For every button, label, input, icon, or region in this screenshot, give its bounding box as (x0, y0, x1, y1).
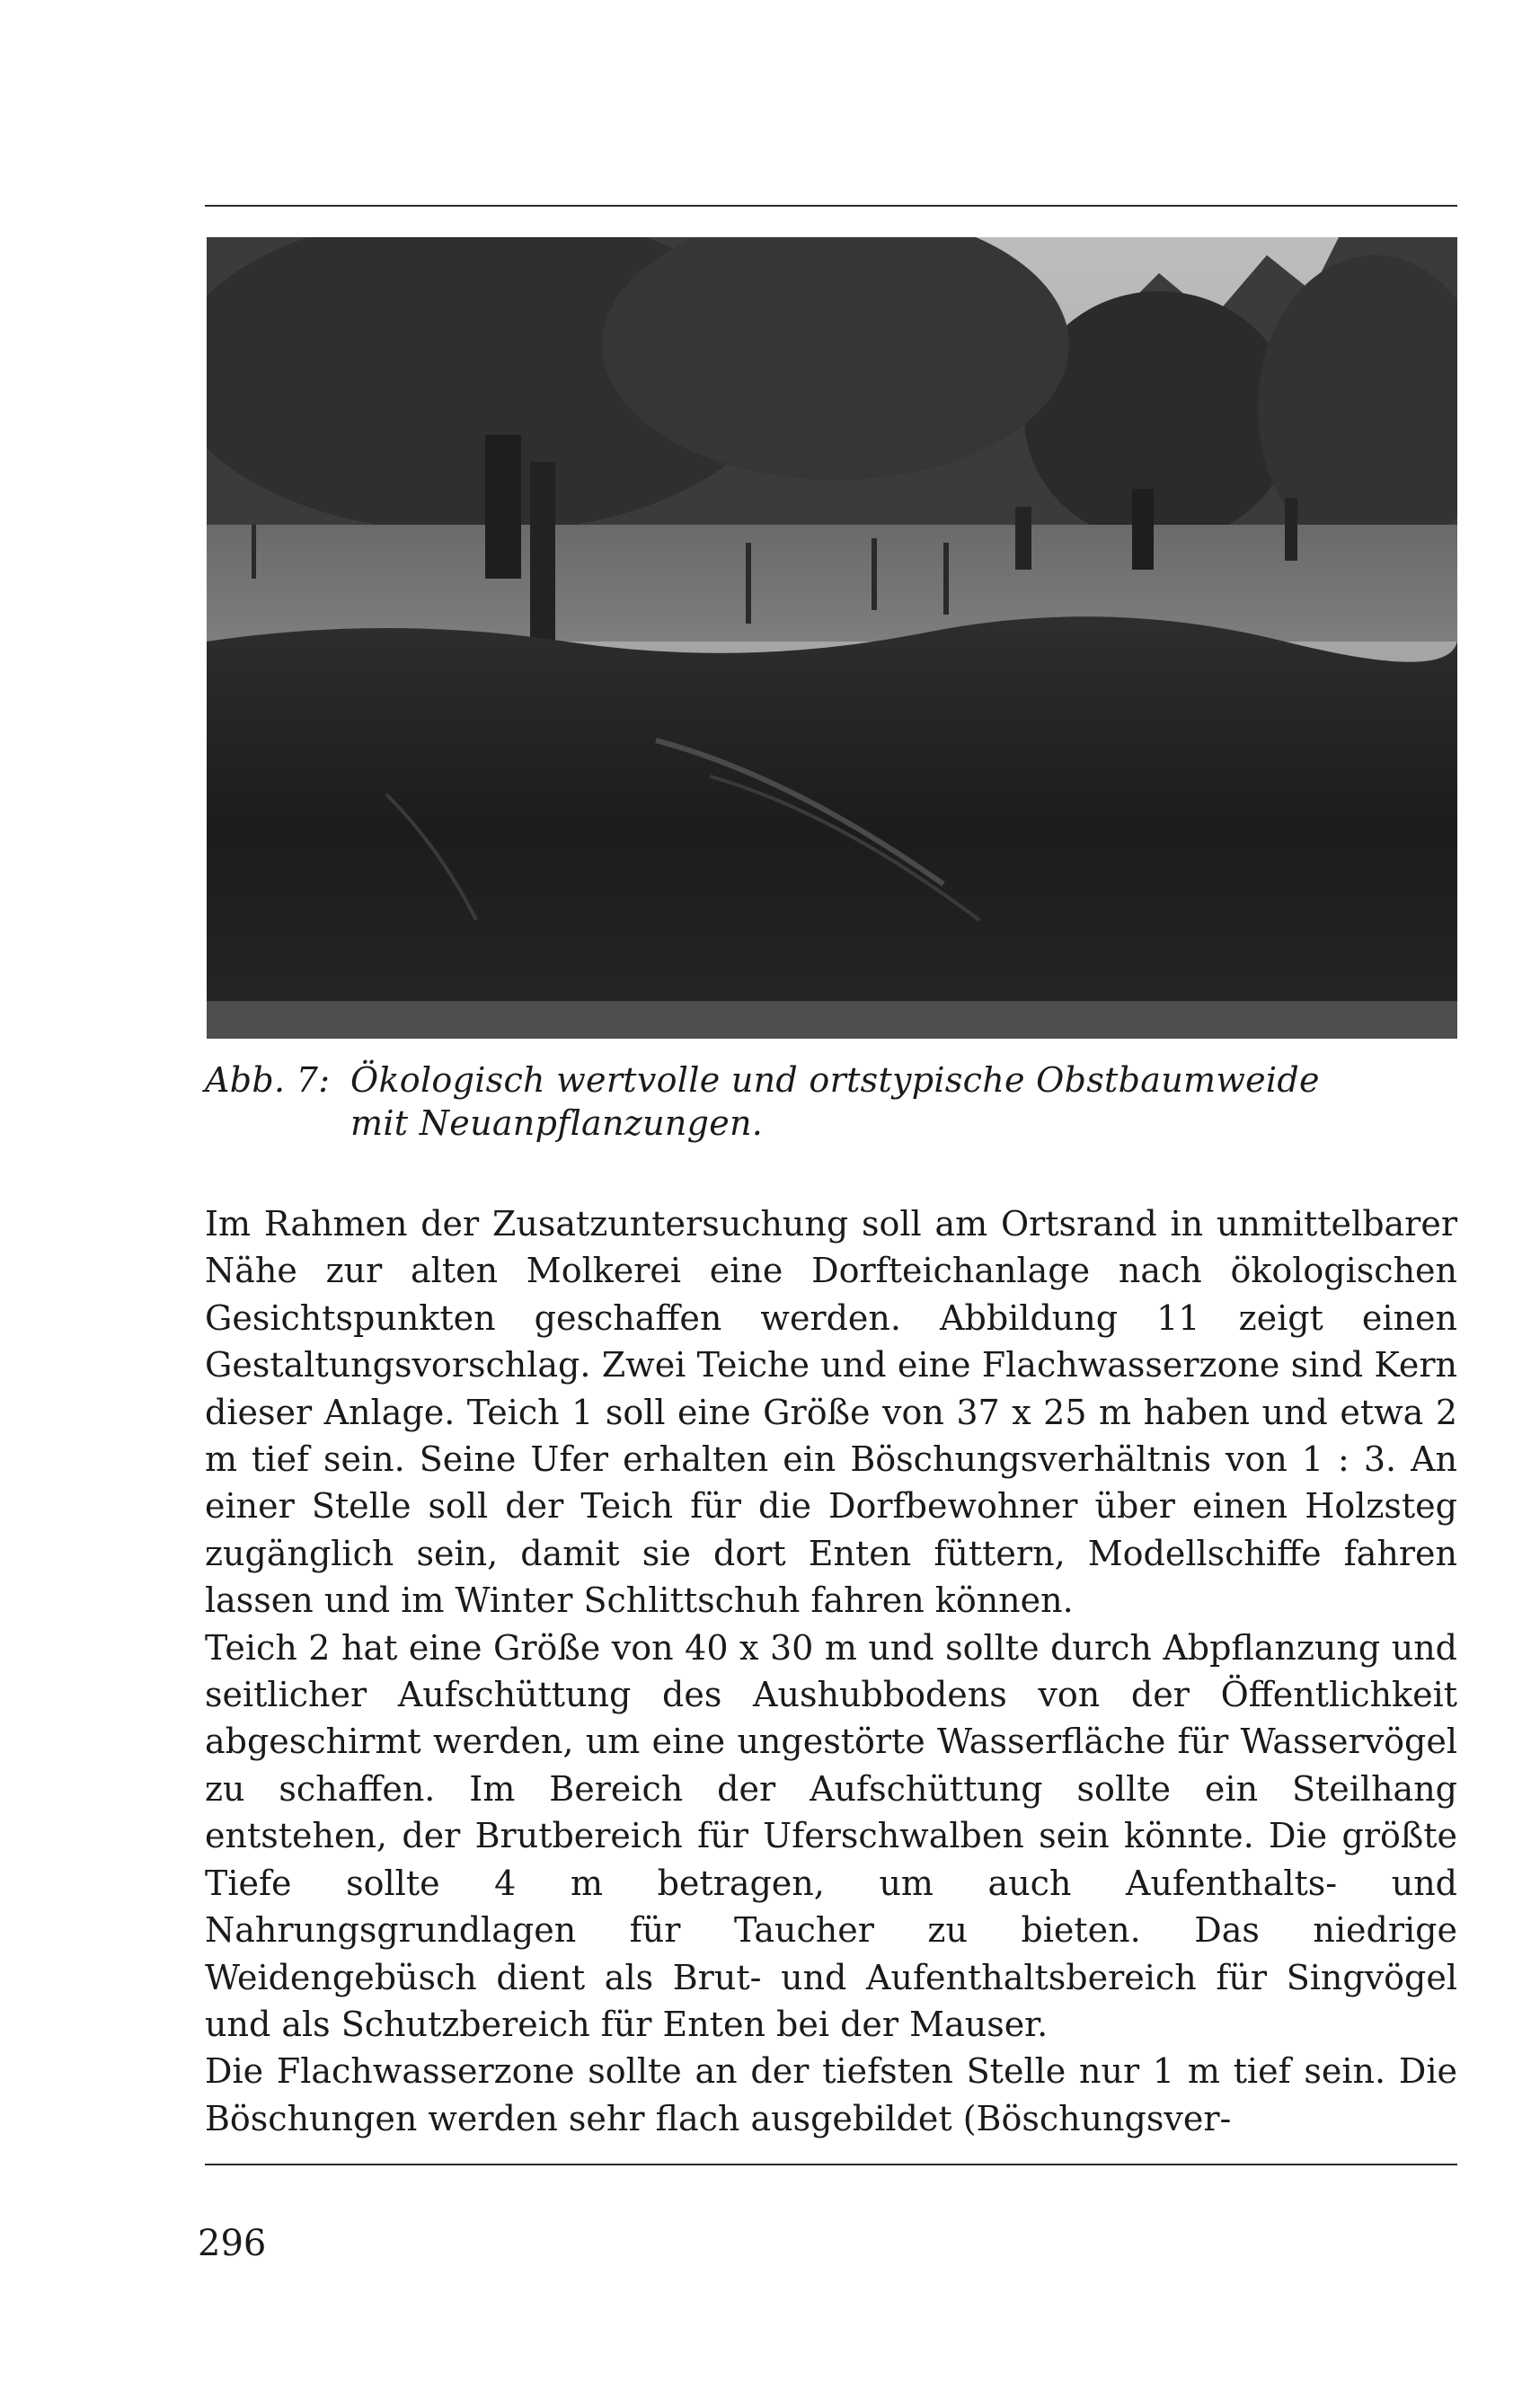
figure-photo (207, 237, 1457, 1039)
figure-caption-line1: Ökologisch wertvolle und ortstypische Obstbaumweide (350, 1060, 1320, 1100)
body-paragraph-1: Im Rahmen der Zusatzuntersuchung soll am Ortsrand in unmittelbarer Nähe zur alten Molkerei eine Dorfteichanlage nach ökologischen Gesichtspunkten geschaffen werden. Abbildung 11 zeigt einen Gestaltungsvorschlag. Zwei Teiche und eine Flachwasserzone sind Kern dieser Anlage. Teich 1 soll eine Größe von 37 x 25 m haben und etwa 2 m tief sein. Seine Ufer erhalten ein Böschungsverhältnis von 1 : 3. An einer Stelle soll der Teich für die Dorfbewohner über einen Holzsteg zugänglich sein, damit sie dort Enten füttern, Modellschiffe fahren lassen und im Winter Schlittschuh fahren können. (205, 1204, 1457, 1621)
page-number: 296 (198, 2223, 267, 2264)
figure-caption-label: Abb. 7: (205, 1060, 331, 1100)
bottom-rule (205, 2164, 1457, 2165)
orchard-photo-image (207, 237, 1457, 1039)
body-text (205, 1200, 1457, 2142)
top-rule (205, 205, 1457, 207)
body-paragraph-3: Die Flachwasserzone sollte an der tiefsten Stelle nur 1 m tief sein. Die Böschungen werden sehr flach ausgebildet (Böschungsver- (205, 2051, 1457, 2138)
figure-caption (205, 1058, 1463, 1145)
figure-caption-line2: mit Neuanpflanzungen. (350, 1103, 764, 1143)
body-paragraph-2: Teich 2 hat eine Größe von 40 x 30 m und sollte durch Abpflanzung und seitlicher Aufschüttung des Aushubbodens von der Öffentlichkeit abgeschirmt werden, um eine ungestörte Wasserfläche für Wasservögel zu schaffen. Im Bereich der Aufschüttung sollte ein Steilhang entstehen, der Brutbereich für Uferschwalben sein könnte. Die größte Tiefe sollte 4 m betragen, um auch Aufenthalts- und Nahrungsgrundlagen für Taucher zu bieten. Das niedrige Weidengebüsch dient als Brut- und Aufenthaltsbereich für Singvögel und als Schutzbereich für Enten bei der Mauser. (205, 1627, 1457, 2044)
